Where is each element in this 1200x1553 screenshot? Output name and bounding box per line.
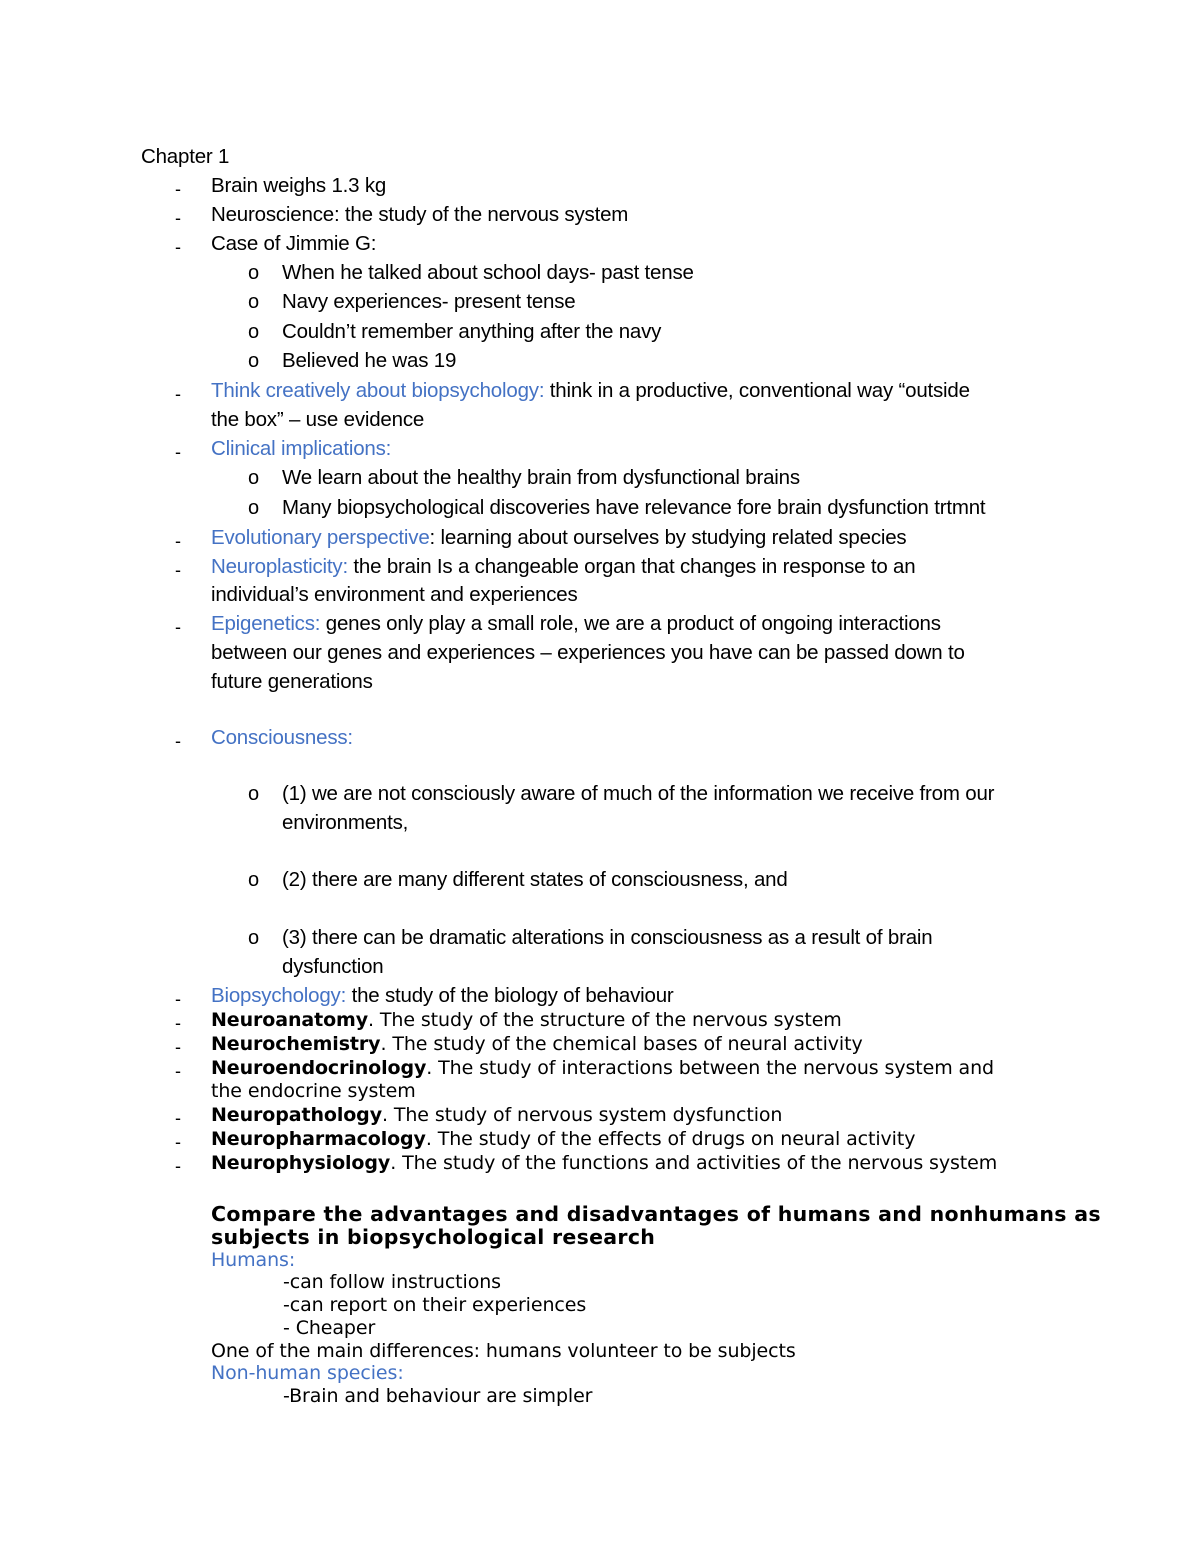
main-difference-text: One of the main differences: humans volunteer to be subjects — [211, 1340, 796, 1362]
sub-list-item: Navy experiences- present tense — [282, 290, 576, 313]
humans-item: -can report on their experiences — [283, 1294, 587, 1316]
sub-list-item: Many biopsychological discoveries have relevance fore brain dysfunction trtmnt — [282, 496, 986, 519]
dash-bullet: - — [175, 179, 181, 199]
evolutionary-item — [211, 528, 906, 549]
think-creatively-continuation: the box” – use evidence — [211, 408, 425, 431]
consciousness-point-3: (3) there can be dramatic alterations in consciousness as a result of brain — [282, 926, 933, 949]
dash-bullet: - — [175, 1108, 181, 1128]
term-text: : learning about ourselves by studying related species — [429, 526, 907, 549]
field-term: Neuroanatomy — [211, 1009, 369, 1031]
dash-bullet: - — [175, 237, 181, 257]
clinical-implications-label: Clinical implications: — [211, 437, 392, 460]
dash-bullet: - — [175, 442, 181, 462]
sub-list-item: We learn about the healthy brain from dysfunctional brains — [282, 466, 800, 489]
dash-bullet: - — [175, 384, 181, 404]
nonhuman-label: Non-human species: — [211, 1362, 404, 1384]
list-item: Case of Jimmie G: — [211, 232, 377, 255]
consciousness-point-1-continuation: environments, — [282, 811, 409, 834]
epigenetics-continuation: future generations — [211, 670, 373, 693]
consciousness-point-1: (1) we are not consciously aware of much of the information we receive from our — [282, 782, 995, 805]
circle-bullet: o — [248, 783, 260, 805]
dash-bullet: - — [175, 731, 181, 751]
field-text: . The study of the functions and activities of the nervous system — [390, 1152, 998, 1174]
humans-item: -can follow instructions — [283, 1271, 501, 1293]
term-label: Think creatively about biopsychology: — [211, 379, 545, 402]
dash-bullet: - — [175, 531, 181, 551]
field-item — [211, 1130, 915, 1149]
term-label: Evolutionary perspective — [211, 526, 430, 549]
field-item — [211, 1154, 997, 1173]
consciousness-label: Consciousness: — [211, 726, 353, 749]
field-text: . The study of the chemical bases of neural activity — [380, 1033, 863, 1055]
circle-bullet: o — [248, 350, 260, 372]
field-term: Neuropathology — [211, 1104, 382, 1126]
consciousness-point-3-continuation: dysfunction — [282, 955, 384, 978]
nonhuman-item: -Brain and behaviour are simpler — [283, 1385, 593, 1407]
sub-list-item: Couldn’t remember anything after the navy — [282, 320, 662, 343]
dash-bullet: - — [175, 1156, 181, 1176]
biopsychology-item — [211, 986, 674, 1007]
circle-bullet: o — [248, 869, 260, 891]
dash-bullet: - — [175, 1132, 181, 1152]
humans-label: Humans: — [211, 1249, 296, 1271]
circle-bullet: o — [248, 321, 260, 343]
dash-bullet: - — [175, 1061, 181, 1081]
field-item — [211, 1011, 842, 1030]
neuroplasticity-item — [211, 557, 915, 578]
dash-bullet: - — [175, 989, 181, 1009]
field-text: . The study of interactions between the nervous system and — [426, 1057, 995, 1079]
dash-bullet: - — [175, 617, 181, 637]
neuroplasticity-continuation: individual’s environment and experiences — [211, 583, 578, 606]
field-term: Neurophysiology — [211, 1152, 391, 1174]
circle-bullet: o — [248, 927, 260, 949]
epigenetics-item — [211, 614, 941, 635]
term-text: the brain Is a changeable organ that changes in response to an — [347, 555, 916, 578]
list-item: Brain weighs 1.3 kg — [211, 174, 387, 197]
circle-bullet: o — [248, 497, 260, 519]
dash-bullet: - — [175, 1013, 181, 1033]
field-item-continuation: the endocrine system — [211, 1080, 416, 1102]
compare-heading-continuation: subjects in biopsychological research — [211, 1225, 656, 1249]
epigenetics-continuation: between our genes and experiences – experiences you have can be passed down to — [211, 641, 965, 664]
field-text: . The study of the effects of drugs on neural activity — [425, 1128, 916, 1150]
term-text: genes only play a small role, we are a product of ongoing interactions — [320, 612, 941, 635]
chapter-title: Chapter 1 — [141, 145, 230, 168]
term-text: think in a productive, conventional way “outside — [544, 379, 970, 402]
dash-bullet: - — [175, 208, 181, 228]
circle-bullet: o — [248, 291, 260, 313]
field-term: Neuropharmacology — [211, 1128, 426, 1150]
term-label: Neuroplasticity: — [211, 555, 348, 578]
field-text: . The study of nervous system dysfunction — [381, 1104, 783, 1126]
circle-bullet: o — [248, 467, 260, 489]
field-term: Neuroendocrinology — [211, 1057, 427, 1079]
sub-list-item: Believed he was 19 — [282, 349, 457, 372]
field-item — [211, 1035, 863, 1054]
dash-bullet: - — [175, 560, 181, 580]
field-item — [211, 1059, 994, 1078]
circle-bullet: o — [248, 262, 260, 284]
term-label: Biopsychology: — [211, 984, 347, 1007]
field-term: Neurochemistry — [211, 1033, 381, 1055]
term-label: Epigenetics: — [211, 612, 321, 635]
think-creatively-item — [211, 381, 970, 402]
consciousness-point-2: (2) there are many different states of consciousness, and — [282, 868, 788, 891]
list-item: Neuroscience: the study of the nervous system — [211, 203, 629, 226]
sub-list-item: When he talked about school days- past tense — [282, 261, 694, 284]
term-text: the study of the biology of behaviour — [346, 984, 674, 1007]
humans-item: - Cheaper — [283, 1317, 376, 1339]
compare-heading: Compare the advantages and disadvantages of humans and nonhumans as — [211, 1202, 1101, 1226]
field-item — [211, 1106, 782, 1125]
field-text: . The study of the structure of the nervous system — [368, 1009, 842, 1031]
dash-bullet: - — [175, 1037, 181, 1057]
